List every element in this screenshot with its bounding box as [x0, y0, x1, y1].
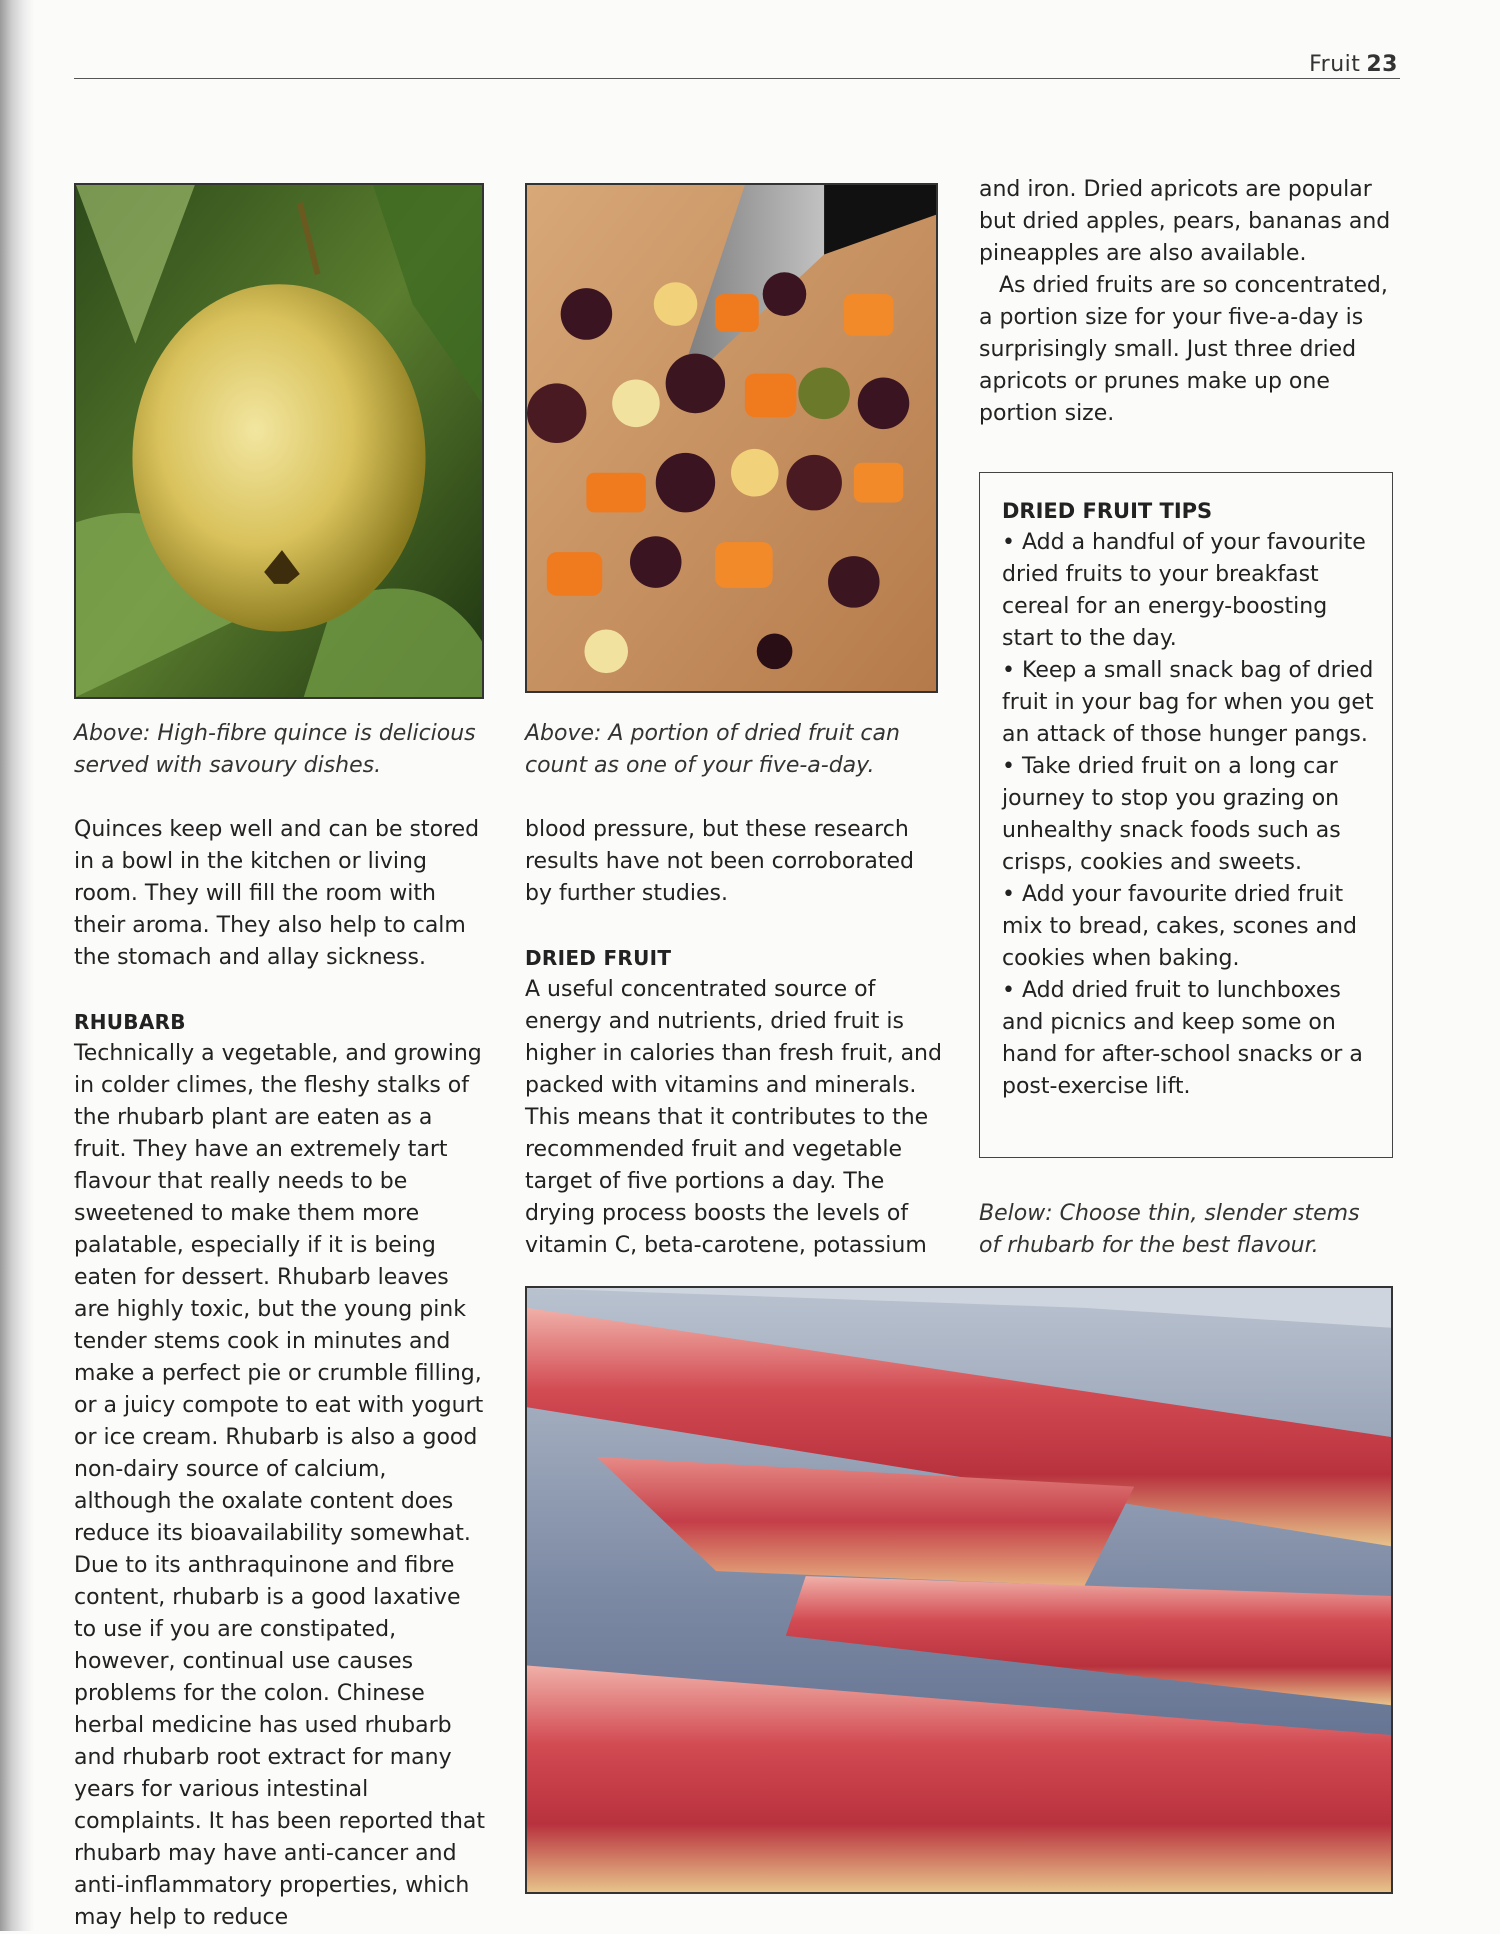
rhubarb-photo: [525, 1286, 1393, 1894]
tip-item: • Take dried fruit on a long car journey to stop you grazing on unhealthy snack foods such as crisps, cookies and sweets.: [1002, 751, 1374, 879]
tips-list: [1002, 527, 1374, 1103]
column-3: [979, 174, 1393, 430]
book-spine-shadow: [0, 0, 34, 1931]
tips-title: DRIED FRUIT TIPS: [1002, 499, 1213, 523]
tip-item: • Add your favourite dried fruit mix to bread, cakes, scones and cookies when baking.: [1002, 879, 1374, 975]
tip-item: • Add a handful of your favourite dried fruits to your breakfast cereal for an energy-boosting start to the day.: [1002, 527, 1374, 655]
portion-paragraph: As dried fruits are so concentrated, a portion size for your five-a-day is surprisingly small. Just three dried apricots or prunes make up one portion size.: [979, 273, 1388, 426]
dried-fruit-tips-box: [979, 472, 1393, 1158]
tip-item: • Keep a small snack bag of dried fruit in your bag for when you get an attack of those hunger pangs.: [1002, 655, 1374, 751]
column-1: [74, 814, 486, 1934]
rhubarb-photo-image: [527, 1288, 1391, 1892]
quince-photo-image: [76, 185, 482, 697]
dried-fruit-caption: Above: A portion of dried fruit can count as one of your five-a-day.: [525, 721, 900, 778]
page-number: 23: [1366, 52, 1398, 77]
rhubarb-caption: Below: Choose thin, slender stems of rhubarb for the best flavour.: [979, 1201, 1360, 1258]
dried-fruit-paragraph: A useful concentrated source of energy and nutrients, dried fruit is higher in calories than fresh fruit, and packed with vitamins and minerals. This means that it contributes to the recommended fruit and vegetable target of five portions a day. The drying process boosts the levels of vitamin C, beta-carotene, potassium: [525, 977, 942, 1258]
quince-photo: [74, 183, 484, 699]
rhubarb-paragraph: Technically a vegetable, and growing in colder climes, the fleshy stalks of the rhubarb plant are eaten as a fruit. They have an extremely tart flavour that really needs to be sweetened to make them more palatable, especially if it is being eaten for dessert. Rhubarb leaves are highly toxic, but the young pink tender stems cook in minutes and make a perfect pie or crumble filling, or a juicy compote to eat with yogurt or ice cream. Rhubarb is also a good non-dairy source of calcium, although the oxalate content does reduce its bioavailability somewhat. Due to its anthraquinone and fibre content, rhubarb is a good laxative to use if you are constipated, however, continual use causes problems for the colon. Chinese herbal medicine has used rhubarb and rhubarb root extract for many years for various intestinal complaints. It has been reported that rhubarb may have anti-cancer and anti-inflammatory properties, which may help to reduce: [74, 1041, 485, 1930]
running-head: [1309, 52, 1398, 77]
dried-fruit-photo: [525, 183, 938, 693]
dried-fruit-heading: DRIED FRUIT: [525, 946, 672, 970]
rhubarb-heading: RHUBARB: [74, 1010, 186, 1034]
quince-caption: Above: High-fibre quince is delicious served with savoury dishes.: [74, 721, 476, 778]
iron-paragraph: and iron. Dried apricots are popular but dried apples, pears, bananas and pineapples are also available.: [979, 177, 1391, 266]
column-2: [525, 814, 945, 1262]
dried-fruit-photo-image: [527, 185, 936, 691]
header-rule: [74, 78, 1400, 79]
quinces-paragraph: Quinces keep well and can be stored in a bowl in the kitchen or living room. They will fill the room with their aroma. They also help to calm the stomach and allay sickness.: [74, 817, 480, 970]
blood-pressure-paragraph: blood pressure, but these research results have not been corroborated by further studies.: [525, 817, 914, 906]
section-title: Fruit: [1309, 52, 1361, 77]
tip-item: • Add dried fruit to lunchboxes and picnics and keep some on hand for after-school snacks or a post-exercise lift.: [1002, 975, 1374, 1103]
